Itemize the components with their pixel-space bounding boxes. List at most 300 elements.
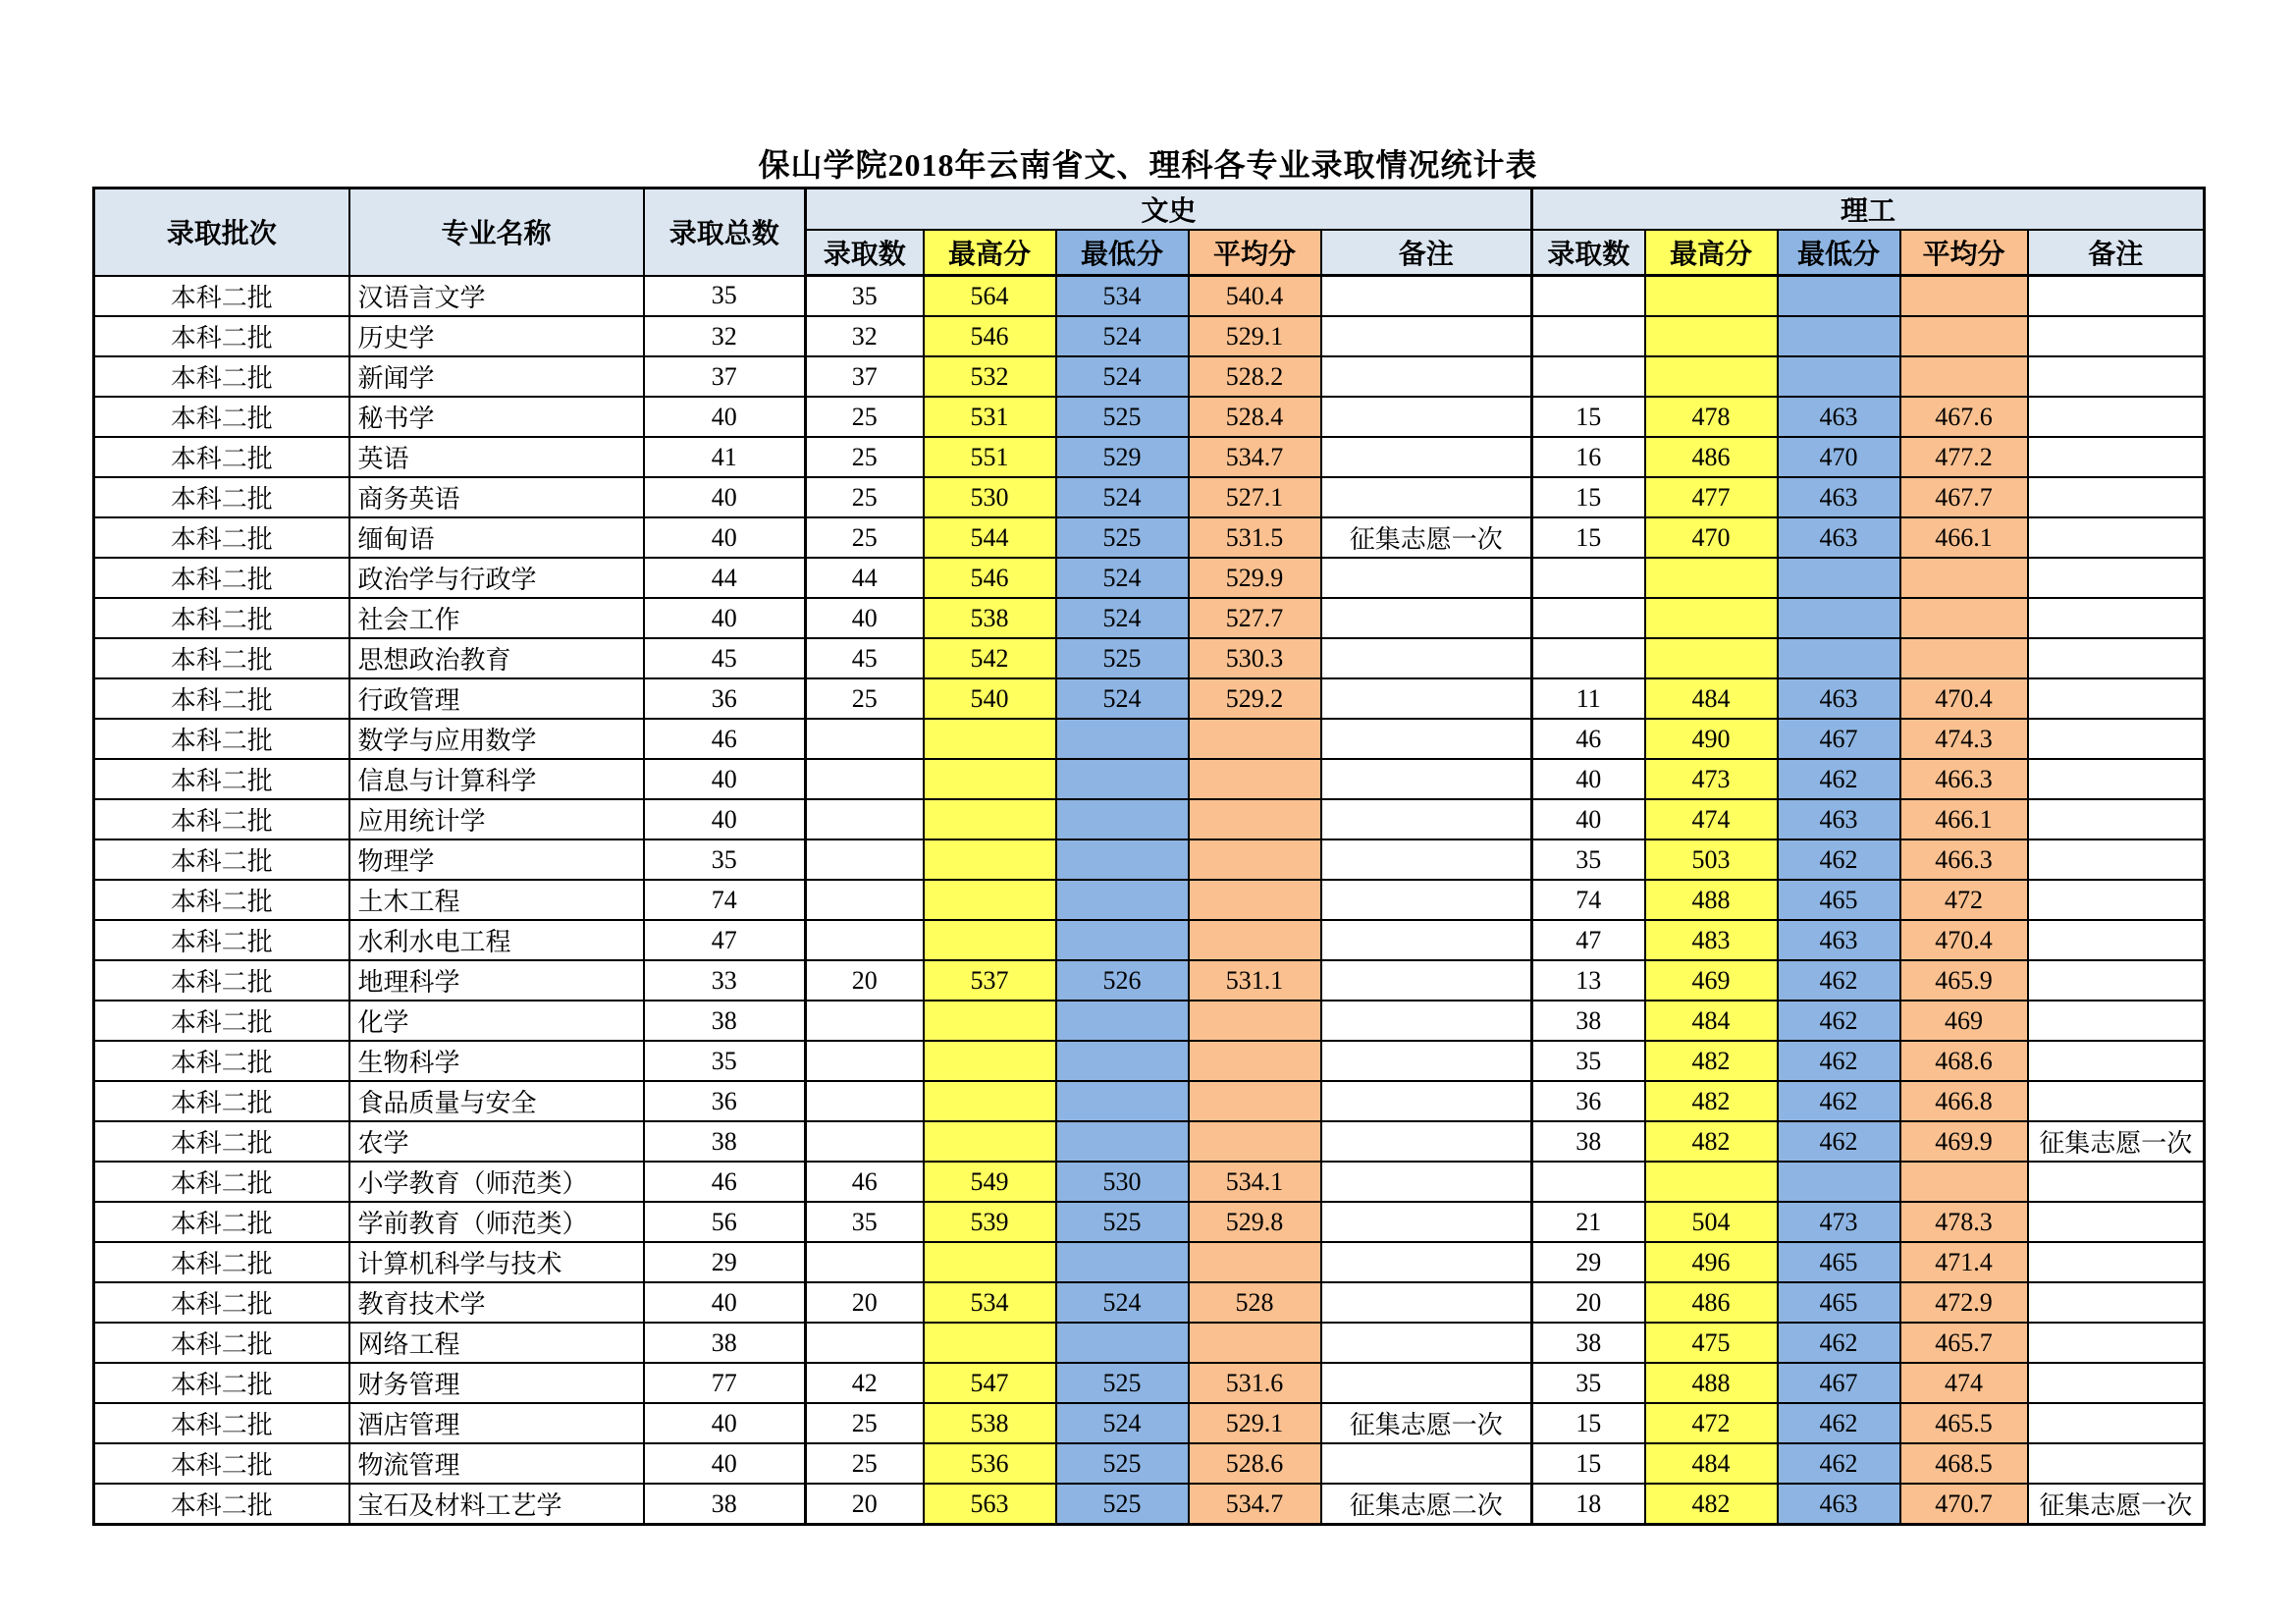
cell-ligong-note [2028, 719, 2205, 759]
cell-total: 40 [644, 1403, 806, 1443]
cell-major: 地理科学 [349, 960, 644, 1001]
cell-wenshi-max: 532 [924, 356, 1056, 397]
cell-ligong-count: 11 [1532, 678, 1645, 719]
cell-wenshi-min [1056, 719, 1189, 759]
cell-ligong-max: 482 [1645, 1041, 1778, 1081]
cell-ligong-min: 462 [1778, 759, 1900, 799]
cell-ligong-count: 40 [1532, 799, 1645, 839]
cell-ligong-note [2028, 1041, 2205, 1081]
cell-ligong-note [2028, 920, 2205, 960]
cell-wenshi-max: 531 [924, 397, 1056, 437]
cell-major: 化学 [349, 1001, 644, 1041]
cell-major: 缅甸语 [349, 517, 644, 558]
cell-ligong-count [1532, 638, 1645, 678]
cell-wenshi-min [1056, 759, 1189, 799]
cell-wenshi-max: 544 [924, 517, 1056, 558]
cell-wenshi-min [1056, 1323, 1189, 1363]
cell-wenshi-avg: 534.7 [1189, 1484, 1321, 1525]
cell-wenshi-max [924, 799, 1056, 839]
cell-wenshi-note [1321, 1323, 1532, 1363]
cell-wenshi-min: 524 [1056, 678, 1189, 719]
cell-total: 35 [644, 276, 806, 317]
header-lg-min: 最低分 [1778, 230, 1900, 276]
cell-ligong-max: 477 [1645, 477, 1778, 517]
cell-batch: 本科二批 [94, 960, 349, 1001]
cell-ligong-max: 484 [1645, 678, 1778, 719]
cell-ligong-max: 478 [1645, 397, 1778, 437]
cell-ligong-max [1645, 638, 1778, 678]
cell-ligong-count: 29 [1532, 1242, 1645, 1282]
table-header [94, 189, 2205, 276]
cell-ligong-count [1532, 598, 1645, 638]
cell-ligong-avg: 465.9 [1900, 960, 2028, 1001]
cell-ligong-count [1532, 356, 1645, 397]
cell-major: 应用统计学 [349, 799, 644, 839]
cell-wenshi-min: 524 [1056, 356, 1189, 397]
admission-stats-table [92, 187, 2206, 1526]
cell-batch: 本科二批 [94, 437, 349, 477]
cell-ligong-count: 15 [1532, 1403, 1645, 1443]
cell-wenshi-count: 37 [806, 356, 924, 397]
cell-wenshi-count: 25 [806, 437, 924, 477]
table-row [94, 1202, 2205, 1242]
cell-total: 56 [644, 1202, 806, 1242]
cell-wenshi-max: 538 [924, 1403, 1056, 1443]
header-ws-note: 备注 [1321, 230, 1532, 276]
cell-major: 农学 [349, 1121, 644, 1162]
cell-wenshi-max [924, 880, 1056, 920]
cell-ligong-note [2028, 437, 2205, 477]
cell-wenshi-min: 524 [1056, 1403, 1189, 1443]
cell-wenshi-avg: 529.1 [1189, 1403, 1321, 1443]
cell-wenshi-avg: 527.1 [1189, 477, 1321, 517]
cell-ligong-min: 462 [1778, 839, 1900, 880]
cell-wenshi-count: 25 [806, 477, 924, 517]
cell-ligong-note: 征集志愿一次 [2028, 1484, 2205, 1525]
cell-wenshi-max: 540 [924, 678, 1056, 719]
cell-batch: 本科二批 [94, 678, 349, 719]
header-total: 录取总数 [644, 189, 806, 276]
cell-ligong-count [1532, 1162, 1645, 1202]
cell-ligong-max [1645, 598, 1778, 638]
table-row [94, 276, 2205, 317]
cell-wenshi-max [924, 920, 1056, 960]
cell-batch: 本科二批 [94, 1363, 349, 1403]
cell-wenshi-note [1321, 558, 1532, 598]
cell-wenshi-count: 20 [806, 1484, 924, 1525]
cell-batch: 本科二批 [94, 356, 349, 397]
cell-total: 40 [644, 1443, 806, 1484]
cell-wenshi-min: 524 [1056, 598, 1189, 638]
cell-batch: 本科二批 [94, 477, 349, 517]
cell-wenshi-note [1321, 1081, 1532, 1121]
table-row [94, 839, 2205, 880]
cell-ligong-note [2028, 1403, 2205, 1443]
table-row [94, 437, 2205, 477]
cell-wenshi-avg: 529.1 [1189, 316, 1321, 356]
cell-ligong-min [1778, 356, 1900, 397]
cell-ligong-max: 488 [1645, 1363, 1778, 1403]
cell-wenshi-count: 42 [806, 1363, 924, 1403]
cell-ligong-max: 469 [1645, 960, 1778, 1001]
cell-ligong-avg [1900, 276, 2028, 317]
header-ws-count: 录取数 [806, 230, 924, 276]
cell-wenshi-avg: 531.6 [1189, 1363, 1321, 1403]
header-batch: 录取批次 [94, 189, 349, 276]
cell-ligong-avg [1900, 638, 2028, 678]
cell-batch: 本科二批 [94, 1323, 349, 1363]
cell-ligong-min: 462 [1778, 1121, 1900, 1162]
cell-batch: 本科二批 [94, 517, 349, 558]
cell-total: 46 [644, 719, 806, 759]
cell-wenshi-avg [1189, 920, 1321, 960]
cell-ligong-min [1778, 558, 1900, 598]
cell-total: 40 [644, 517, 806, 558]
cell-ligong-note [2028, 638, 2205, 678]
cell-wenshi-count: 25 [806, 678, 924, 719]
cell-wenshi-count: 32 [806, 316, 924, 356]
cell-major: 汉语言文学 [349, 276, 644, 317]
cell-ligong-count [1532, 276, 1645, 317]
header-group-ligong: 理工 [1532, 189, 2205, 231]
cell-wenshi-avg [1189, 1081, 1321, 1121]
cell-batch: 本科二批 [94, 598, 349, 638]
cell-ligong-min: 463 [1778, 517, 1900, 558]
cell-wenshi-count: 25 [806, 517, 924, 558]
cell-ligong-avg: 466.1 [1900, 517, 2028, 558]
cell-wenshi-count: 25 [806, 1443, 924, 1484]
cell-ligong-min: 465 [1778, 1242, 1900, 1282]
table-row [94, 316, 2205, 356]
cell-wenshi-min: 525 [1056, 517, 1189, 558]
cell-wenshi-count [806, 1121, 924, 1162]
cell-ligong-avg: 469.9 [1900, 1121, 2028, 1162]
cell-wenshi-count [806, 880, 924, 920]
cell-batch: 本科二批 [94, 1403, 349, 1443]
cell-batch: 本科二批 [94, 1081, 349, 1121]
cell-wenshi-count [806, 719, 924, 759]
cell-wenshi-count [806, 1242, 924, 1282]
cell-wenshi-avg [1189, 1121, 1321, 1162]
table-row [94, 1484, 2205, 1525]
cell-total: 38 [644, 1484, 806, 1525]
cell-ligong-count: 40 [1532, 759, 1645, 799]
cell-wenshi-avg [1189, 1242, 1321, 1282]
cell-wenshi-min: 526 [1056, 960, 1189, 1001]
table-row [94, 799, 2205, 839]
cell-ligong-max: 474 [1645, 799, 1778, 839]
cell-wenshi-note [1321, 316, 1532, 356]
cell-wenshi-min [1056, 839, 1189, 880]
cell-wenshi-note [1321, 1282, 1532, 1323]
cell-wenshi-count: 25 [806, 397, 924, 437]
cell-ligong-min: 462 [1778, 1323, 1900, 1363]
cell-batch: 本科二批 [94, 920, 349, 960]
cell-ligong-avg: 466.3 [1900, 759, 2028, 799]
cell-ligong-min [1778, 1162, 1900, 1202]
cell-ligong-avg: 471.4 [1900, 1242, 2028, 1282]
header-lg-avg: 平均分 [1900, 230, 2028, 276]
cell-ligong-max: 503 [1645, 839, 1778, 880]
cell-wenshi-count [806, 799, 924, 839]
cell-wenshi-avg: 534.7 [1189, 437, 1321, 477]
cell-wenshi-note [1321, 276, 1532, 317]
cell-wenshi-avg [1189, 799, 1321, 839]
cell-wenshi-min [1056, 799, 1189, 839]
cell-ligong-count: 15 [1532, 397, 1645, 437]
cell-major: 信息与计算科学 [349, 759, 644, 799]
cell-ligong-max: 470 [1645, 517, 1778, 558]
cell-wenshi-note [1321, 1041, 1532, 1081]
cell-ligong-max: 488 [1645, 880, 1778, 920]
cell-ligong-avg: 470.4 [1900, 920, 2028, 960]
cell-major: 数学与应用数学 [349, 719, 644, 759]
cell-wenshi-max: 564 [924, 276, 1056, 317]
table-row [94, 477, 2205, 517]
cell-major: 水利水电工程 [349, 920, 644, 960]
cell-ligong-min: 463 [1778, 397, 1900, 437]
cell-ligong-note [2028, 1323, 2205, 1363]
cell-major: 小学教育（师范类） [349, 1162, 644, 1202]
cell-ligong-min: 465 [1778, 880, 1900, 920]
cell-wenshi-note [1321, 437, 1532, 477]
header-major: 专业名称 [349, 189, 644, 276]
table-row [94, 960, 2205, 1001]
cell-ligong-count: 35 [1532, 1363, 1645, 1403]
cell-major: 计算机科学与技术 [349, 1242, 644, 1282]
cell-wenshi-count [806, 1081, 924, 1121]
table-row [94, 356, 2205, 397]
cell-wenshi-avg: 540.4 [1189, 276, 1321, 317]
cell-batch: 本科二批 [94, 880, 349, 920]
cell-total: 40 [644, 1282, 806, 1323]
cell-ligong-max [1645, 558, 1778, 598]
cell-ligong-avg: 470.4 [1900, 678, 2028, 719]
cell-wenshi-count [806, 920, 924, 960]
table-row [94, 759, 2205, 799]
cell-wenshi-max: 542 [924, 638, 1056, 678]
cell-ligong-max: 483 [1645, 920, 1778, 960]
cell-ligong-count: 74 [1532, 880, 1645, 920]
cell-wenshi-min [1056, 1121, 1189, 1162]
cell-wenshi-note [1321, 1363, 1532, 1403]
cell-batch: 本科二批 [94, 638, 349, 678]
cell-total: 36 [644, 678, 806, 719]
cell-total: 35 [644, 839, 806, 880]
cell-wenshi-max: 534 [924, 1282, 1056, 1323]
cell-ligong-min: 465 [1778, 1282, 1900, 1323]
cell-total: 40 [644, 759, 806, 799]
table-row [94, 920, 2205, 960]
cell-total: 77 [644, 1363, 806, 1403]
cell-major: 物流管理 [349, 1443, 644, 1484]
cell-ligong-note [2028, 1242, 2205, 1282]
cell-ligong-max [1645, 276, 1778, 317]
cell-ligong-note [2028, 356, 2205, 397]
cell-wenshi-count: 46 [806, 1162, 924, 1202]
cell-major: 新闻学 [349, 356, 644, 397]
cell-ligong-max: 482 [1645, 1121, 1778, 1162]
cell-ligong-note [2028, 477, 2205, 517]
table-row [94, 1282, 2205, 1323]
cell-total: 45 [644, 638, 806, 678]
cell-wenshi-avg [1189, 719, 1321, 759]
cell-major: 教育技术学 [349, 1282, 644, 1323]
cell-ligong-avg [1900, 356, 2028, 397]
cell-ligong-avg: 466.3 [1900, 839, 2028, 880]
cell-ligong-avg: 474 [1900, 1363, 2028, 1403]
cell-major: 食品质量与安全 [349, 1081, 644, 1121]
cell-wenshi-min [1056, 1242, 1189, 1282]
table-row [94, 719, 2205, 759]
table-row [94, 1242, 2205, 1282]
cell-ligong-min: 467 [1778, 1363, 1900, 1403]
header-lg-count: 录取数 [1532, 230, 1645, 276]
table-row [94, 880, 2205, 920]
cell-total: 44 [644, 558, 806, 598]
cell-ligong-max: 504 [1645, 1202, 1778, 1242]
cell-wenshi-note [1321, 719, 1532, 759]
cell-wenshi-count [806, 839, 924, 880]
cell-batch: 本科二批 [94, 1443, 349, 1484]
cell-total: 40 [644, 477, 806, 517]
header-lg-max: 最高分 [1645, 230, 1778, 276]
cell-wenshi-max [924, 719, 1056, 759]
page-title: 保山学院2018年云南省文、理科各专业录取情况统计表 [758, 147, 1538, 183]
cell-ligong-min: 467 [1778, 719, 1900, 759]
table-row [94, 1443, 2205, 1484]
cell-wenshi-avg: 529.2 [1189, 678, 1321, 719]
cell-ligong-note [2028, 1162, 2205, 1202]
cell-wenshi-note: 征集志愿一次 [1321, 1403, 1532, 1443]
cell-ligong-note [2028, 759, 2205, 799]
cell-wenshi-count: 35 [806, 1202, 924, 1242]
cell-ligong-max: 486 [1645, 1282, 1778, 1323]
cell-wenshi-max: 537 [924, 960, 1056, 1001]
table-row [94, 1403, 2205, 1443]
cell-major: 历史学 [349, 316, 644, 356]
cell-wenshi-note [1321, 1162, 1532, 1202]
table-row [94, 1001, 2205, 1041]
table-row [94, 1081, 2205, 1121]
cell-wenshi-max: 549 [924, 1162, 1056, 1202]
cell-wenshi-note [1321, 1121, 1532, 1162]
cell-ligong-avg [1900, 598, 2028, 638]
cell-ligong-note [2028, 839, 2205, 880]
cell-ligong-count [1532, 316, 1645, 356]
cell-wenshi-max [924, 759, 1056, 799]
cell-wenshi-count [806, 1323, 924, 1363]
cell-total: 40 [644, 598, 806, 638]
cell-batch: 本科二批 [94, 839, 349, 880]
cell-wenshi-note [1321, 638, 1532, 678]
cell-ligong-note [2028, 1282, 2205, 1323]
cell-batch: 本科二批 [94, 397, 349, 437]
cell-ligong-min: 463 [1778, 920, 1900, 960]
cell-batch: 本科二批 [94, 1001, 349, 1041]
cell-wenshi-note [1321, 356, 1532, 397]
cell-major: 财务管理 [349, 1363, 644, 1403]
cell-major: 学前教育（师范类） [349, 1202, 644, 1242]
cell-ligong-avg: 467.6 [1900, 397, 2028, 437]
cell-wenshi-note [1321, 1443, 1532, 1484]
cell-ligong-max [1645, 1162, 1778, 1202]
cell-batch: 本科二批 [94, 276, 349, 317]
cell-ligong-note [2028, 276, 2205, 317]
cell-wenshi-max: 538 [924, 598, 1056, 638]
cell-total: 36 [644, 1081, 806, 1121]
cell-wenshi-max [924, 1041, 1056, 1081]
cell-batch: 本科二批 [94, 1202, 349, 1242]
cell-wenshi-min [1056, 920, 1189, 960]
cell-wenshi-max [924, 1323, 1056, 1363]
cell-total: 29 [644, 1242, 806, 1282]
cell-ligong-count: 20 [1532, 1282, 1645, 1323]
cell-wenshi-note [1321, 678, 1532, 719]
cell-wenshi-note [1321, 960, 1532, 1001]
cell-wenshi-note [1321, 598, 1532, 638]
cell-ligong-avg: 468.5 [1900, 1443, 2028, 1484]
cell-ligong-max: 472 [1645, 1403, 1778, 1443]
cell-ligong-count: 15 [1532, 1443, 1645, 1484]
cell-wenshi-min: 525 [1056, 1363, 1189, 1403]
cell-wenshi-avg [1189, 759, 1321, 799]
cell-ligong-note [2028, 1081, 2205, 1121]
cell-total: 74 [644, 880, 806, 920]
cell-ligong-note [2028, 799, 2205, 839]
cell-wenshi-max: 530 [924, 477, 1056, 517]
cell-ligong-min: 462 [1778, 1081, 1900, 1121]
cell-ligong-note [2028, 316, 2205, 356]
cell-wenshi-note [1321, 1242, 1532, 1282]
cell-ligong-min [1778, 598, 1900, 638]
cell-batch: 本科二批 [94, 1162, 349, 1202]
cell-wenshi-max [924, 1081, 1056, 1121]
cell-total: 37 [644, 356, 806, 397]
cell-wenshi-note [1321, 920, 1532, 960]
cell-wenshi-count: 35 [806, 276, 924, 317]
cell-ligong-note [2028, 517, 2205, 558]
cell-batch: 本科二批 [94, 1484, 349, 1525]
cell-ligong-min: 470 [1778, 437, 1900, 477]
cell-wenshi-note [1321, 477, 1532, 517]
table-row [94, 1121, 2205, 1162]
cell-wenshi-count [806, 1041, 924, 1081]
cell-wenshi-min: 534 [1056, 276, 1189, 317]
header-lg-note: 备注 [2028, 230, 2205, 276]
cell-ligong-note [2028, 1001, 2205, 1041]
cell-ligong-note [2028, 960, 2205, 1001]
header-ws-max: 最高分 [924, 230, 1056, 276]
table-row [94, 558, 2205, 598]
cell-ligong-count: 46 [1532, 719, 1645, 759]
cell-wenshi-min: 529 [1056, 437, 1189, 477]
cell-wenshi-avg: 531.5 [1189, 517, 1321, 558]
cell-wenshi-note [1321, 799, 1532, 839]
cell-wenshi-avg: 534.1 [1189, 1162, 1321, 1202]
cell-ligong-min: 462 [1778, 1001, 1900, 1041]
cell-ligong-count: 38 [1532, 1121, 1645, 1162]
header-ws-avg: 平均分 [1189, 230, 1321, 276]
cell-wenshi-avg: 531.1 [1189, 960, 1321, 1001]
cell-wenshi-min: 525 [1056, 1484, 1189, 1525]
cell-ligong-count: 38 [1532, 1001, 1645, 1041]
cell-ligong-count: 15 [1532, 517, 1645, 558]
cell-batch: 本科二批 [94, 719, 349, 759]
cell-ligong-note [2028, 558, 2205, 598]
table-row [94, 638, 2205, 678]
cell-ligong-count: 15 [1532, 477, 1645, 517]
